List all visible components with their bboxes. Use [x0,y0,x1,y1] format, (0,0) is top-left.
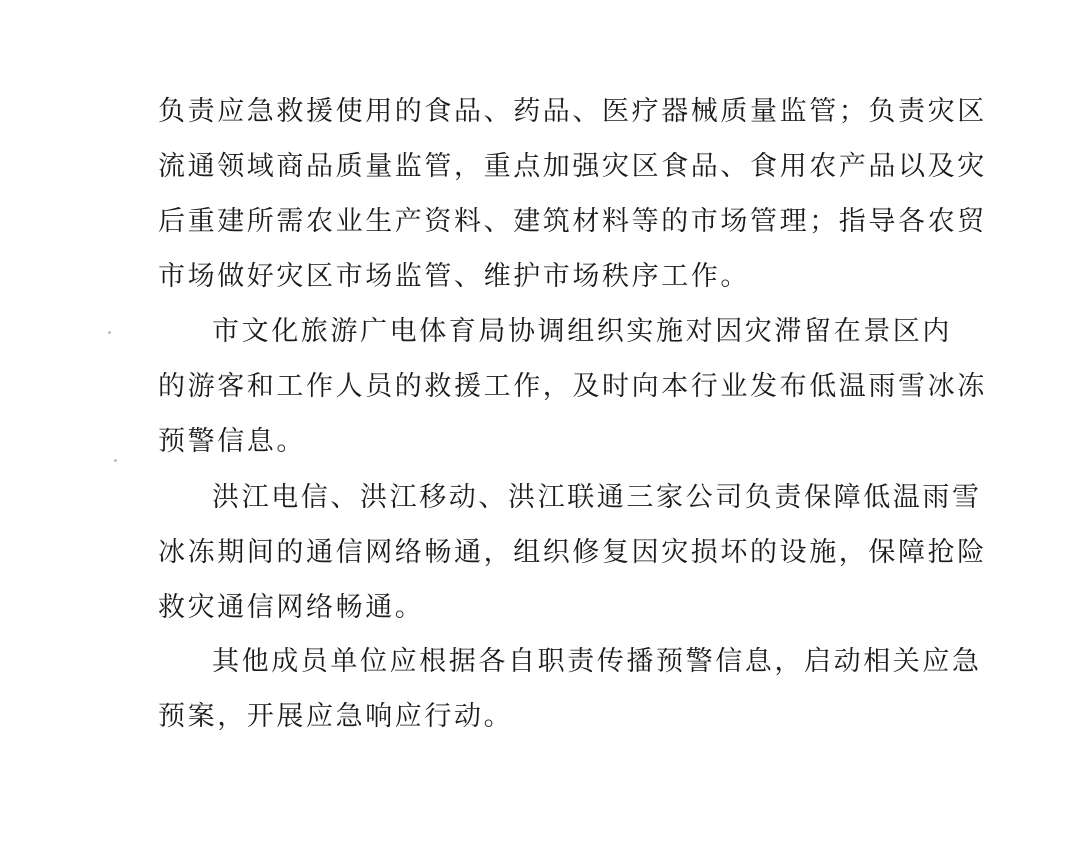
scan-speck [108,331,111,334]
text-line: 市文化旅游广电体育局协调组织实施对因灾滞留在景区内 [212,316,952,347]
text-line: 的游客和工作人员的救援工作，及时向本行业发布低温雨雪冰冻 [158,371,987,402]
text-line: 洪江电信、洪江移动、洪江联通三家公司负责保障低温雨雪 [212,482,982,513]
text-line: 其他成员单位应根据各自职责传播预警信息，启动相关应急 [212,646,982,677]
paragraph-culture-tourism [158,304,987,469]
text-line: 市场做好灾区市场监管、维护市场秩序工作。 [158,261,750,292]
paragraph-other-members [158,634,982,744]
text-line: 预警信息。 [158,426,306,457]
text-line: 冰冻期间的通信网络畅通，组织修复因灾损坏的设施，保障抢险 [158,537,987,568]
paragraph-market-supervision [158,84,987,304]
paragraph-telecom [158,470,987,635]
text-line: 负责应急救援使用的食品、药品、医疗器械质量监管；负责灾区 [158,96,987,127]
text-line: 后重建所需农业生产资料、建筑材料等的市场管理；指导各农贸 [158,206,987,237]
text-line: 流通领域商品质量监管，重点加强灾区食品、食用农产品以及灾 [158,151,987,182]
scan-speck [114,459,117,462]
text-line: 预案，开展应急响应行动。 [158,701,514,732]
text-line: 救灾通信网络畅通。 [158,592,425,623]
